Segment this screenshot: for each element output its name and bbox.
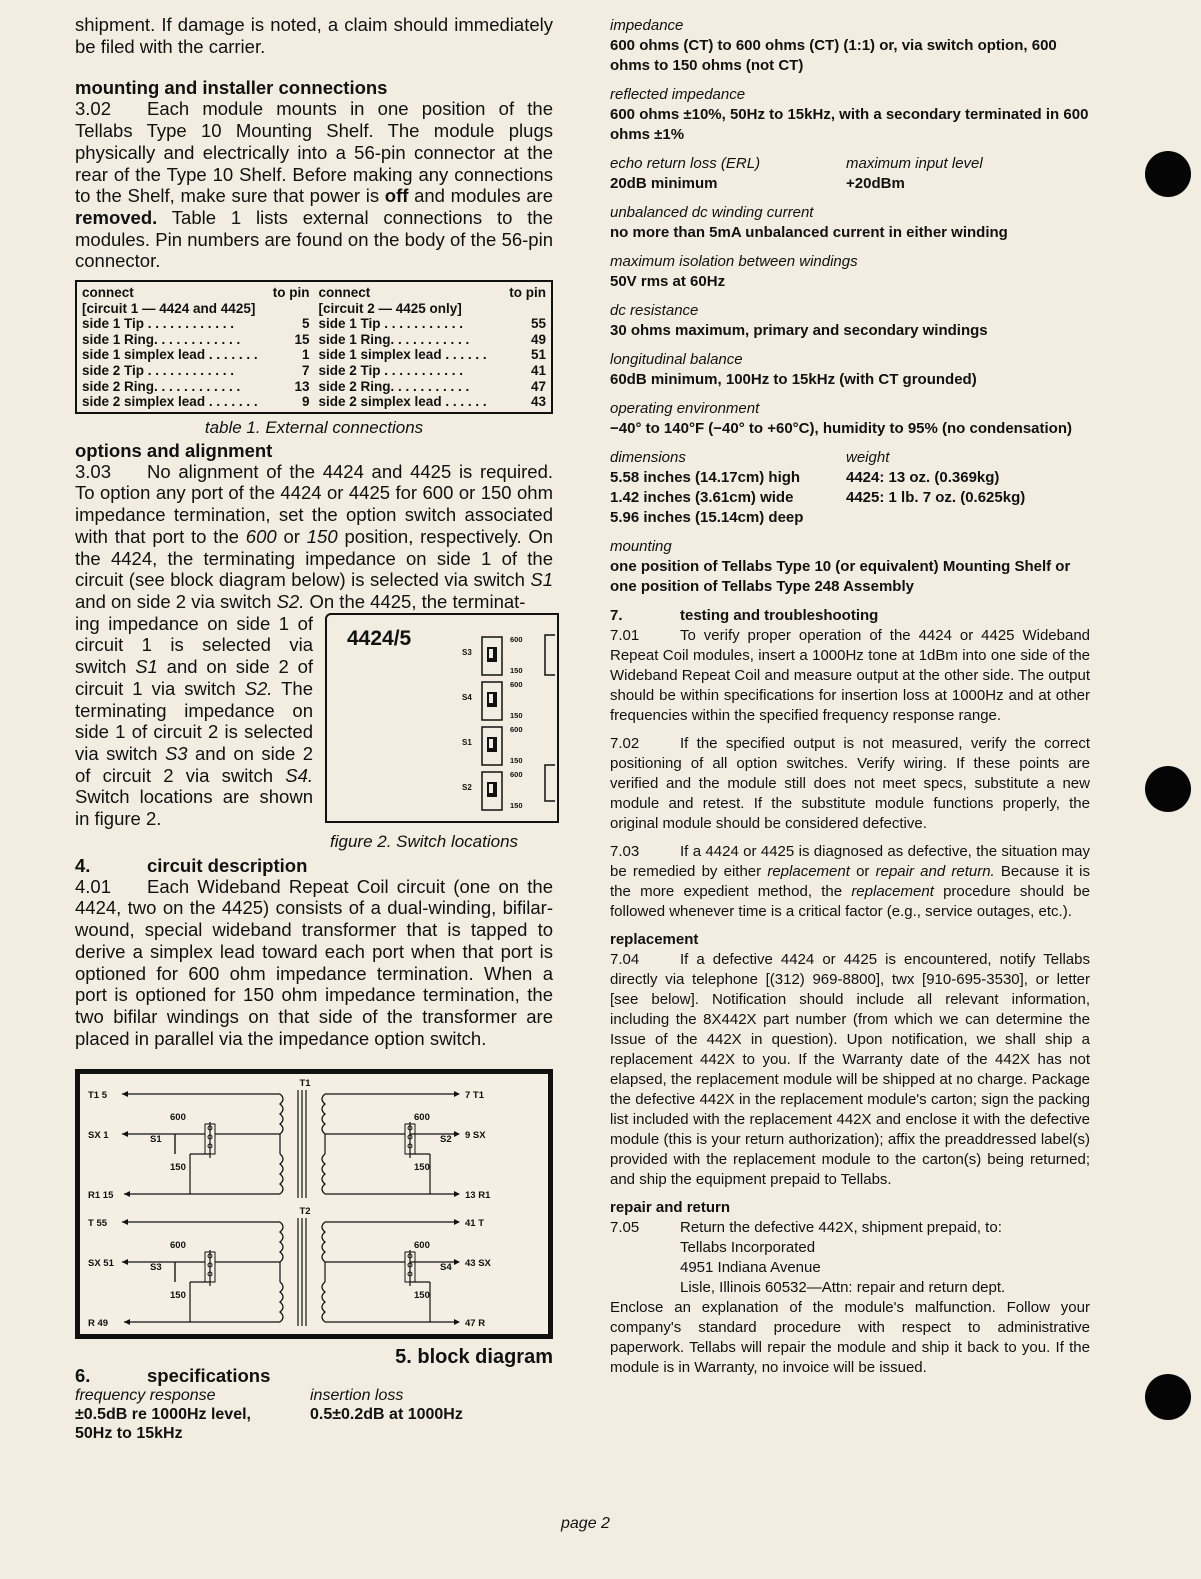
switch-label: S3 xyxy=(462,647,472,657)
switch-actuator-slot xyxy=(489,694,493,703)
address-line: 4951 Indiana Avenue xyxy=(680,1259,821,1276)
primary-winding xyxy=(280,1094,283,1134)
primary-winding xyxy=(280,1154,283,1194)
spec-label: operating environment xyxy=(610,400,760,417)
pin-label-right: 13 R1 xyxy=(465,1190,491,1202)
punch-hole-bottom xyxy=(1145,1374,1191,1420)
pin-label-right: 9 SX xyxy=(465,1130,486,1142)
figure-2-zone xyxy=(75,613,553,851)
spec-label: echo return loss (ERL) xyxy=(610,155,761,172)
table-row: side 1 simplex lead . . . . . . 51 xyxy=(318,347,546,363)
intro-paragraph: shipment. If damage is noted, a claim should immediately be filed with the carrier. xyxy=(75,14,553,57)
repair-heading: repair and return xyxy=(610,1199,731,1216)
spec-label: dc resistance xyxy=(610,302,699,319)
table-row: side 1 Ring. . . . . . . . . . . 49 xyxy=(318,331,546,347)
switch-position-600: 600 xyxy=(510,769,523,779)
table-row: side 1 Tip . . . . . . . . . . . . 5 xyxy=(82,316,310,332)
switch-position-600: 600 xyxy=(510,679,523,689)
spec-label: mounting xyxy=(610,538,672,555)
transformer-label: T2 xyxy=(299,1206,311,1218)
para-text: and modules are xyxy=(414,185,553,207)
table-row: side 2 simplex lead . . . . . . . 9 xyxy=(82,394,310,410)
arrow-left xyxy=(122,1131,128,1137)
para-number: 3.03 xyxy=(75,460,112,482)
table-circuit-2 xyxy=(315,282,552,412)
secondary-winding xyxy=(322,1282,325,1322)
module-title: 4424/5 xyxy=(347,626,412,650)
spec-value: no more than 5mA unbalanced current in either winding xyxy=(610,224,1008,241)
paragraph-7-02: 7.02 If the specified output is not measured, verify the correct positioning of all option switches. Verify wiring. If these points are verified and the module still does not meet specs, substitute a new module and retest. If the substitute module functions properly, the original module should be considered defective. xyxy=(610,735,1090,832)
paragraph-3-02 xyxy=(75,98,553,272)
arrow-right xyxy=(454,1091,460,1097)
paragraph-7-04: 7.04 If a defective 4424 or 4425 is encountered, notify Tellabs directly via telephone [(312) 969-8800], twx [910-695-3530], or letter [see below]. Notification should include all relevant information, including the 8X442X part number (from which we can determine the Issue of the 442X in question). Upon notification, we shall ship a replacement 442X to you. If the Warranty date of the 442X has not elapsed, the replacement module will be shipped at no charge. Package the defective 442X in the replacement module's carton; sign the packing list included with the replacement 442X and enclose it with the defective module (this is your return authorization); affix the preaddressed label(s) provided with the replacement module to the carton(s) being returned; and ship the equipment prepaid to Tellabs. xyxy=(610,951,1090,1188)
spec-value: −40° to 140°F (−40° to +60°C), humidity to 95% (no condensation) xyxy=(610,420,1072,437)
spec-label: maximum input level xyxy=(846,155,983,172)
arrow-left xyxy=(124,1191,130,1197)
block-diagram-caption: 5. block diagram xyxy=(395,1346,553,1369)
switch-actuator-slot xyxy=(489,649,493,658)
switch-label: S4 xyxy=(462,692,472,702)
switch-label: S2 xyxy=(462,782,472,792)
mounting-heading: mounting and installer connections xyxy=(75,77,388,99)
spec-label: weight xyxy=(846,449,890,466)
para-text: Each module mounts in one position of the Tellabs Type 10 Mounting Shelf. The module plugs physically and electrically into a 56-pin connector at the rear of the Type 10 Shelf. Before making any connections to the Shelf, make sure that power is xyxy=(75,98,553,207)
table-row: side 2 simplex lead . . . . . . 43 xyxy=(318,394,546,410)
switch-option-150: 150 xyxy=(414,1162,430,1174)
switch-position-150: 150 xyxy=(510,800,523,810)
left-column xyxy=(75,14,553,1443)
figure-2-caption: figure 2. Switch locations xyxy=(330,831,519,851)
spec-value: 30 ohms maximum, primary and secondary windings xyxy=(610,322,988,339)
spec-label: impedance xyxy=(610,17,684,34)
arrow-right xyxy=(454,1219,460,1225)
paragraph-4-01: 4.01 Each Wideband Repeat Coil circuit (one on the 4424, two on the 4425) consists of a dual-winding, bifilar-wound, special wideband transformer that is tapped to derive a simplex lead toward each port when that port is optioned for 600 ohm impedance termination. When a port is optioned for 150 ohm impedance termination, the two bifilar windings on that side of the transformer are placed in parallel via the impedance option switch. xyxy=(75,875,553,1049)
arrow-left xyxy=(122,1091,128,1097)
spec-label: frequency response xyxy=(75,1387,216,1405)
arrow-right xyxy=(454,1191,460,1197)
table-header: connect xyxy=(318,285,371,301)
pin-label-right: 41 T xyxy=(465,1218,485,1230)
page-number: page 2 xyxy=(561,1515,610,1532)
spec-value: +20dBm xyxy=(846,175,905,192)
switch-option-600: 600 xyxy=(414,1112,430,1124)
spec-label: insertion loss xyxy=(310,1387,404,1405)
secondary-winding xyxy=(322,1222,325,1262)
switch-name: S4 xyxy=(440,1262,452,1274)
pin-label-left: SX 1 xyxy=(88,1130,109,1142)
table-row: side 1 simplex lead . . . . . . . 1 xyxy=(82,347,310,363)
switch-position-150: 150 xyxy=(510,710,523,720)
switch-option-600: 600 xyxy=(414,1240,430,1252)
right-column xyxy=(610,16,1090,1378)
arrow-left xyxy=(122,1219,128,1225)
table-row: side 1 Ring. . . . . . . . . . . . 15 xyxy=(82,331,310,347)
spec-value: 600 ohms ±10%, 50Hz to 15kHz, with a secondary terminated in 600 ohms ±1% xyxy=(610,106,1089,143)
paragraph-7-05: 7.05 Return the defective 442X, shipment prepaid, to: xyxy=(610,1219,1002,1236)
spec-value: 0.5±0.2dB at 1000Hz xyxy=(310,1406,463,1424)
specifications-heading: 6. specifications xyxy=(75,1365,271,1387)
switch-actuator-slot xyxy=(489,784,493,793)
paragraph-3-03: 3.03 No alignment of the 4424 and 4425 is required. To option any port of the 4424 or 4425 for 600 or 150 ohm impedance termination, set the option switch associated with that port to the 600 or 150 position, respectively. On the 4424, the terminating impedance on side 1 of the circuit (see block diagram below) is selected via switch S1 and on side 2 via switch S2. On the 4425, the terminat- xyxy=(75,460,554,612)
table-row: side 2 Tip . . . . . . . . . . . . 7 xyxy=(82,363,310,378)
spec-value: 1.42 inches (3.61cm) wide xyxy=(610,489,794,506)
address-line: Tellabs Incorporated xyxy=(680,1239,816,1256)
switch-name: S3 xyxy=(150,1262,162,1274)
switch-name: S1 xyxy=(150,1134,162,1146)
para-number: 4.01 xyxy=(75,875,112,897)
spec-value: 600 ohms (CT) to 600 ohms (CT) (1:1) or, via switch option, 600 ohms to 150 ohms (not CT) xyxy=(610,37,1057,74)
switch-option-600: 600 xyxy=(170,1240,186,1252)
spec-label: dimensions xyxy=(610,449,686,466)
spec-label: unbalanced dc winding current xyxy=(610,204,814,221)
switch-option-600: 600 xyxy=(170,1112,186,1124)
pin-label-left: SX 51 xyxy=(88,1258,114,1270)
table-circuit-1 xyxy=(77,282,315,412)
para-number: 3.02 xyxy=(75,98,112,120)
pin-label-right: 47 R xyxy=(465,1318,486,1330)
punch-hole-middle xyxy=(1145,766,1191,812)
arrow-right xyxy=(454,1259,460,1265)
spec-value: one position of Tellabs Type 10 (or equivalent) Mounting Shelf or one position of Tellabs Type 248 Assembly xyxy=(610,558,1071,595)
table-row: side 2 Tip . . . . . . . . . . . 41 xyxy=(318,363,546,378)
pin-label-left: R 49 xyxy=(88,1318,109,1330)
primary-winding xyxy=(280,1282,283,1322)
arrow-right xyxy=(454,1319,460,1325)
table-header: to pin xyxy=(509,285,546,301)
table-header: connect xyxy=(82,285,134,301)
paragraph-7-05-cont: Enclose an explanation of the module's malfunction. Follow your company's standard procedure with respect to administrative paperwork. Tellabs will repair the module and ship it back to you. If the module is in Warranty, no invoice will be issued. xyxy=(610,1299,1090,1376)
primary-winding xyxy=(280,1222,283,1262)
switch-actuator-slot xyxy=(489,739,493,748)
pin-label-left: R1 15 xyxy=(88,1190,114,1202)
punch-hole-top xyxy=(1145,151,1191,197)
table-row: side 2 Ring. . . . . . . . . . . 47 xyxy=(318,378,546,394)
spec-value: 4425: 1 lb. 7 oz. (0.625kg) xyxy=(846,489,1026,506)
switch-option-150: 150 xyxy=(170,1162,186,1174)
wrap-paragraph: ing impedance on side 1 of circuit 1 is selected via switch S1 and on side 2 of circuit 1 via switch S2. The terminating impedance on side 1 of circuit 2 is selected via switch S3 and on side 2 of circuit 2 via switch S4. Switch locations are shown in figure 2. xyxy=(75,612,314,830)
paragraph-7-01: 7.01 To verify proper operation of the 4424 or 4425 Wideband Repeat Coil modules, insert a 1000Hz tone at 1dBm into one side of the Wideband Repeat Coil and measure output at the other side. The output should be within specifications for insertion loss at 1000Hz and at other frequencies within the specified frequency response range. xyxy=(610,627,1090,724)
pin-label-right: 43 SX xyxy=(465,1258,491,1270)
spec-value: 60dB minimum, 100Hz to 15kHz (with CT grounded) xyxy=(610,371,977,388)
block-diagram xyxy=(75,1069,553,1339)
block-diagram-drawing xyxy=(80,1074,548,1334)
connections-table xyxy=(75,280,553,414)
spec-value: 50V rms at 60Hz xyxy=(610,273,726,290)
arrow-right xyxy=(454,1131,460,1137)
spec-value: 5.58 inches (14.17cm) high xyxy=(610,469,801,486)
transformer-label: T1 xyxy=(299,1078,311,1090)
switch-name: S2 xyxy=(440,1134,452,1146)
emphasis-removed: removed. xyxy=(75,206,158,228)
arrow-left xyxy=(124,1319,130,1325)
options-heading: options and alignment xyxy=(75,439,273,461)
table-header: to pin xyxy=(272,285,310,301)
spec-value: 20dB minimum xyxy=(610,175,718,192)
spec-label: longitudinal balance xyxy=(610,351,743,368)
spec-label: reflected impedance xyxy=(610,86,746,103)
table-caption: table 1. External connections xyxy=(204,417,424,437)
address-line: Lisle, Illinois 60532—Attn: repair and return dept. xyxy=(680,1279,1006,1296)
secondary-winding xyxy=(322,1154,325,1194)
switch-locations-figure xyxy=(325,613,559,823)
switch-label: S1 xyxy=(462,737,472,747)
testing-heading: 7. testing and troubleshooting xyxy=(610,607,879,624)
table-row: side 1 Tip . . . . . . . . . . . 55 xyxy=(318,316,546,332)
switch-option-150: 150 xyxy=(170,1290,186,1302)
emphasis-off: off xyxy=(384,185,409,207)
paragraph-7-03: 7.03 If a 4424 or 4425 is diagnosed as defective, the situation may be remedied by either replacement or repair and return. Because it is the more expedient method, the replacement procedure should be followed whenever time is a critical factor (e.g., service outages, etc.). xyxy=(610,843,1090,920)
switch-position-600: 600 xyxy=(510,634,523,644)
spec-row xyxy=(75,1386,553,1443)
pin-label-right: 7 T1 xyxy=(465,1090,485,1102)
switch-option-150: 150 xyxy=(414,1290,430,1302)
para-text: Table 1 lists external connections to the modules. Pin numbers are found on the body of the 56-pin connector. xyxy=(75,206,553,272)
switch-position-150: 150 xyxy=(510,665,523,675)
secondary-winding xyxy=(322,1094,325,1134)
table-row: side 2 Ring. . . . . . . . . . . . 13 xyxy=(82,378,310,394)
switch-locations-drawing xyxy=(327,615,557,821)
pin-label-left: T 55 xyxy=(88,1218,108,1230)
spec-value: 5.96 inches (15.14cm) deep xyxy=(610,509,804,526)
pin-label-left: T1 5 xyxy=(88,1090,108,1102)
circuit-heading: 4. circuit description xyxy=(75,854,308,876)
switch-position-600: 600 xyxy=(510,724,523,734)
table-header: [circuit 2 — 4425 only] xyxy=(318,300,462,316)
spec-value: 4424: 13 oz. (0.369kg) xyxy=(846,469,1000,486)
arrow-left xyxy=(122,1259,128,1265)
switch-position-150: 150 xyxy=(510,755,523,765)
table-header: [circuit 1 — 4424 and 4425] xyxy=(82,300,256,316)
spec-label: maximum isolation between windings xyxy=(610,253,858,270)
replacement-heading: replacement xyxy=(610,931,699,948)
spec-value: ±0.5dB re 1000Hz level, 50Hz to 15kHz xyxy=(75,1406,251,1443)
